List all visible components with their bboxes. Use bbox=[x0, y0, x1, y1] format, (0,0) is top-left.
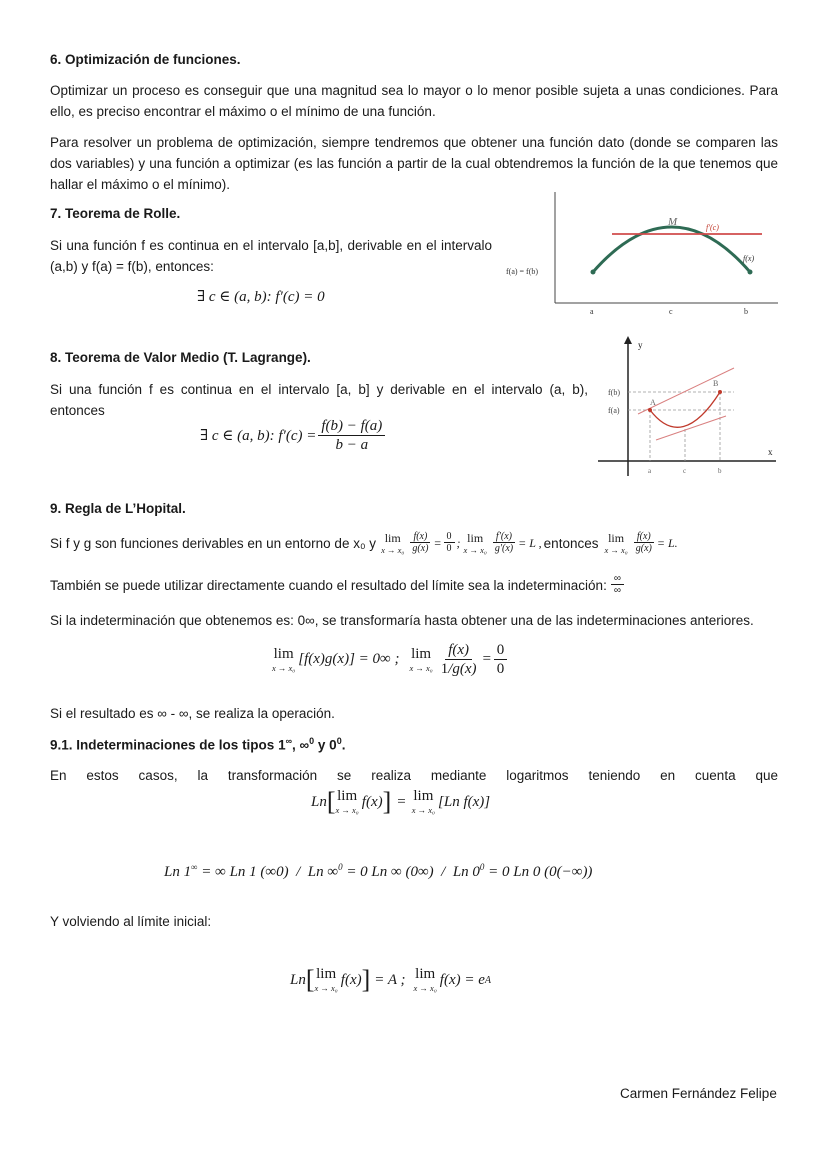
lagrange-label-fa: f(a) bbox=[608, 406, 620, 415]
section-6-title: 6. Optimización de funciones. bbox=[50, 52, 241, 67]
rolle-formula: ∃ c ∈ (a, b): f′(c) = 0 bbox=[197, 289, 325, 305]
final-formula: Ln [ lim x → x₀ f(x) ] = A ; lim x → x₀ f(x) = e A bbox=[290, 965, 492, 994]
zero-inf-formula: lim x → x₀ [f(x)g(x)] = 0∞ ; lim x → x₀ $\frac{f(x)}{1/g(x)}$ = $\frac{0}{0}$ bbox=[272, 642, 509, 678]
section-9-1-text-2: Y volviendo al límite inicial: bbox=[50, 914, 212, 929]
lagrange-label-B: B bbox=[713, 379, 719, 388]
lagrange-label-x: x bbox=[768, 447, 773, 457]
lagrange-label-y: y bbox=[638, 340, 643, 350]
lagrange-label-A: A bbox=[650, 398, 656, 407]
lagrange-label-fb: f(b) bbox=[608, 388, 620, 397]
lagrange-tick-a: a bbox=[648, 467, 652, 475]
author: Carmen Fernández Felipe bbox=[620, 1086, 777, 1101]
ln-indeterminations: Ln 1∞ = ∞ Ln 1 (∞0) / Ln ∞$^0$ = 0 Ln ∞ (0∞) / Ln $0^0 = 0$ Ln 0 (0(−∞)) bbox=[164, 862, 593, 880]
rolle-figure bbox=[500, 190, 780, 320]
section-7-text: Si una función f es continua en el intervalo [a,b], derivable en el intervalo (a,b) y f(a) = f(b), entonces: bbox=[50, 238, 492, 274]
rolle-label-fx: f(x) bbox=[743, 254, 755, 263]
ln-limit-formula: Ln [ lim x → x₀ f(x) ] = lim x → x₀ [Ln f(x)] bbox=[311, 787, 491, 816]
lhopital-text-2: También se puede utilizar directamente cuando el resultado del límite sea la indeterminación: bbox=[50, 577, 607, 593]
inf-over-inf: $\frac{\infty}{\infty}$ bbox=[611, 573, 624, 597]
section-6-paragraph-1: Optimizar un proceso es conseguir que una magnitud sea lo mayor o lo menor posible sujeta a unas condiciones. Para ello, es preciso encontrar el máximo o el mínimo de una función. bbox=[50, 83, 778, 119]
lagrange-denominator: b − a bbox=[335, 436, 369, 453]
lhopital-line bbox=[50, 531, 790, 555]
lagrange-fraction bbox=[318, 418, 385, 454]
lhopital-limit-1: lim x → x₀ $\frac{f(x)}{g(x)}$ = $\frac{0}{0}$ ; lim x → x₀ $\frac{f'(x)}{g'(x)}$ = L , bbox=[381, 530, 542, 555]
lhopital-line-4: Si el resultado es ∞ - ∞, se realiza la operación. bbox=[50, 706, 335, 721]
rolle-tick-c: c bbox=[669, 307, 673, 316]
lhopital-entonces: entonces bbox=[543, 535, 599, 551]
section-8-text: Si una función f es continua en el intervalo [a, b] y derivable en el intervalo (a, b), entonces bbox=[50, 382, 588, 418]
lagrange-figure bbox=[596, 334, 780, 480]
section-9-1-title: 9.1. Indeterminaciones de los tipos 1∞, ∞$^0$ y $0^0$. bbox=[50, 736, 346, 753]
rolle-tick-a: a bbox=[590, 307, 594, 316]
rolle-label-M: M bbox=[668, 216, 678, 228]
rolle-label-fprime: f′(c) bbox=[706, 223, 719, 232]
lhopital-line-3: Si la indeterminación que obtenemos es: 0∞, se transformaría hasta obtener una de las indeterminaciones anteriores. bbox=[50, 613, 754, 628]
rolle-tick-b: b bbox=[744, 307, 748, 316]
section-9-title: 9. Regla de L’Hopital. bbox=[50, 501, 186, 516]
rolle-point-b bbox=[748, 270, 753, 275]
section-7-title: 7. Teorema de Rolle. bbox=[50, 206, 181, 221]
lhopital-intro: Si f y g son funciones derivables en un entorno de x₀ y bbox=[50, 535, 377, 551]
rolle-label-fa-fb: f(a) = f(b) bbox=[506, 267, 539, 276]
lagrange-formula-left: ∃ c ∈ (a, b): f′(c) = bbox=[200, 428, 317, 445]
lagrange-tick-c: c bbox=[683, 467, 687, 475]
section-6-paragraph-2: Para resolver un problema de optimización, siempre tendremos que obtener una función dato (donde se comparen las dos variables) y una función a optimizar (es las función a partir de la cual obtendremos la función de la que tenemos que hallar el máximo o el mínimo). bbox=[50, 135, 778, 192]
section-9-1-text: En estos casos, la transformación se realiza mediante logaritmos teniendo en cuenta que bbox=[50, 768, 778, 783]
lagrange-numerator: f(b) − f(a) bbox=[318, 418, 385, 436]
lagrange-formula bbox=[200, 418, 387, 454]
lhopital-line-2 bbox=[50, 573, 626, 597]
section-8-title: 8. Teorema de Valor Medio (T. Lagrange). bbox=[50, 350, 311, 365]
rolle-point-a bbox=[591, 270, 596, 275]
lagrange-tangent bbox=[656, 416, 726, 440]
lhopital-limit-2: lim x → x₀ $\frac{f(x)}{g(x)}$ = L. bbox=[604, 530, 678, 555]
lagrange-tick-b: b bbox=[718, 467, 722, 475]
